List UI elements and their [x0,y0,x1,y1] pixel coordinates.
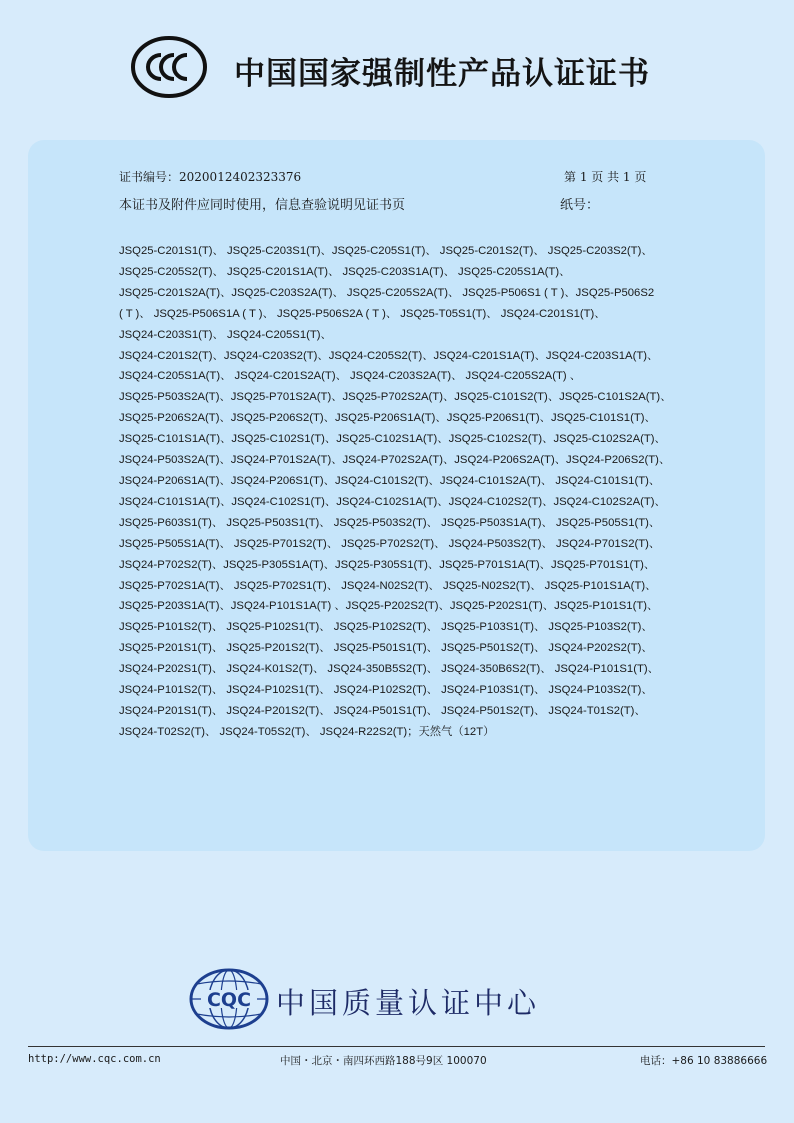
website-link[interactable]: http://www.cqc.com.cn [28,1053,161,1065]
ccc-mark-icon [131,36,207,98]
model-line: JSQ24-P503S2A(T)、JSQ24-P701S2A(T)、JSQ24-P702S2A(T)、JSQ24-P206S2A(T)、JSQ24-P206S2(T)、 [119,454,671,467]
organization-name: 中国质量认证中心 [276,986,541,1020]
certificate-number-label: 证书编号： [119,170,180,184]
model-line: JSQ25-P201S1(T)、 JSQ25-P201S2(T)、 JSQ25-P501S1(T)、 JSQ25-P501S2(T)、 JSQ24-P202S2(T)、 [119,642,653,655]
model-line: JSQ24-P206S1A(T)、JSQ24-P206S1(T)、JSQ24-C101S2(T)、JSQ24-C101S2A(T)、 JSQ24-C101S1(T)、 [119,474,661,487]
model-line: JSQ24-P201S1(T)、 JSQ24-P201S2(T)、 JSQ24-P501S1(T)、 JSQ24-P501S2(T)、 JSQ24-T01S2(T)、 [119,704,646,717]
model-line: JSQ24-C201S2(T)、JSQ24-C203S2(T)、JSQ24-C205S2(T)、JSQ24-C201S1A(T)、JSQ24-C203S1A(T)、 [119,349,659,362]
model-line: JSQ25-P203S1A(T)、JSQ24-P101S1A(T) 、JSQ25-P202S2(T)、JSQ25-P202S1(T)、JSQ25-P101S1(T)、 [119,600,659,613]
model-line: JSQ24-P202S1(T)、 JSQ24-K01S2(T)、 JSQ24-350B5S2(T)、 JSQ24-350B6S2(T)、 JSQ24-P101S1(T)、 [119,663,659,676]
certificate-title: 中国国家强制性产品认证证书 [234,56,650,92]
phone-number: 电话：+86 10 83886666 [640,1055,768,1067]
model-line: JSQ25-P702S1A(T)、 JSQ25-P702S1(T)、 JSQ24-N02S2(T)、 JSQ25-N02S2(T)、 JSQ25-P101S1A(T)、 [119,579,657,592]
model-line: JSQ25-C201S2A(T)、JSQ25-C203S2A(T)、 JSQ25-C205S2A(T)、 JSQ25-P506S1 ( T )、JSQ25-P506S2 [119,286,655,299]
model-line: JSQ25-P101S2(T)、 JSQ25-P102S1(T)、 JSQ25-P102S2(T)、 JSQ25-P103S1(T)、 JSQ25-P103S2(T)、 [119,621,653,634]
model-line: JSQ25-P503S2A(T)、JSQ25-P701S2A(T)、JSQ25-P702S2A(T)、JSQ25-C101S2(T)、JSQ25-C101S2A(T)、 [119,391,672,404]
address: 中国・北京・南四环西路188号9区 100070 [280,1055,487,1067]
model-line: JSQ24-C203S1(T)、 JSQ24-C205S1(T)、 [119,328,332,341]
model-line: JSQ24-P702S2(T)、JSQ25-P305S1A(T)、JSQ25-P305S1(T)、JSQ25-P701S1A(T)、JSQ25-P701S1(T)、 [119,558,656,571]
certificate-number-value: 2020012402323376 [179,170,302,184]
model-list [119,241,689,743]
certificate-number [119,168,301,185]
usage-notice: 本证书及附件应同时使用，信息查验说明见证书页 [119,198,406,213]
cqc-globe-logo-icon [189,968,269,1030]
model-line: JSQ24-C205S1A(T)、 JSQ24-C201S2A(T)、 JSQ24-C203S2A(T)、 JSQ24-C205S2A(T) 、 [119,370,582,383]
model-line: JSQ25-C101S1A(T)、JSQ25-C102S1(T)、JSQ25-C102S1A(T)、JSQ25-C102S2(T)、JSQ25-C102S2A(T)、 [119,433,666,446]
certificate-header [0,36,794,106]
page-info: 第 1 页 共 1 页 [564,170,647,184]
model-line: JSQ25-P206S2A(T)、JSQ25-P206S2(T)、JSQ25-P206S1A(T)、JSQ25-P206S1(T)、JSQ25-C101S1(T)、 [119,412,656,425]
model-line: ( T )、 JSQ25-P506S1A ( T )、 JSQ25-P506S2A ( T )、 JSQ25-T05S1(T)、 JSQ24-C201S1(T)、 [119,307,606,320]
footer-divider [28,1046,765,1047]
model-line: JSQ24-T02S2(T)、 JSQ24-T05S2(T)、 JSQ24-R22S2(T)；天然气（12T） [119,725,495,738]
model-line: JSQ25-P505S1A(T)、 JSQ25-P701S2(T)、 JSQ25-P702S2(T)、 JSQ24-P503S2(T)、 JSQ24-P701S2(T)、 [119,537,661,550]
model-line: JSQ24-C101S1A(T)、JSQ24-C102S1(T)、JSQ24-C102S1A(T)、JSQ24-C102S2(T)、JSQ24-C102S2A(T)、 [119,495,666,508]
model-line: JSQ25-C201S1(T)、 JSQ25-C203S1(T)、JSQ25-C205S1(T)、 JSQ25-C201S2(T)、 JSQ25-C203S2(T)、 [119,245,653,257]
cqc-logo-text: CQC [206,989,252,1011]
certificate-panel [28,140,765,851]
model-line: JSQ25-P603S1(T)、 JSQ25-P503S1(T)、 JSQ25-P503S2(T)、 JSQ25-P503S1A(T)、 JSQ25-P505S1(T)、 [119,516,661,529]
paper-number-label: 纸号： [560,198,600,213]
model-line: JSQ24-P101S2(T)、 JSQ24-P102S1(T)、 JSQ24-P102S2(T)、 JSQ24-P103S1(T)、 JSQ24-P103S2(T)、 [119,684,653,697]
model-line: JSQ25-C205S2(T)、 JSQ25-C201S1A(T)、 JSQ25-C203S1A(T)、 JSQ25-C205S1A(T)、 [119,265,571,278]
